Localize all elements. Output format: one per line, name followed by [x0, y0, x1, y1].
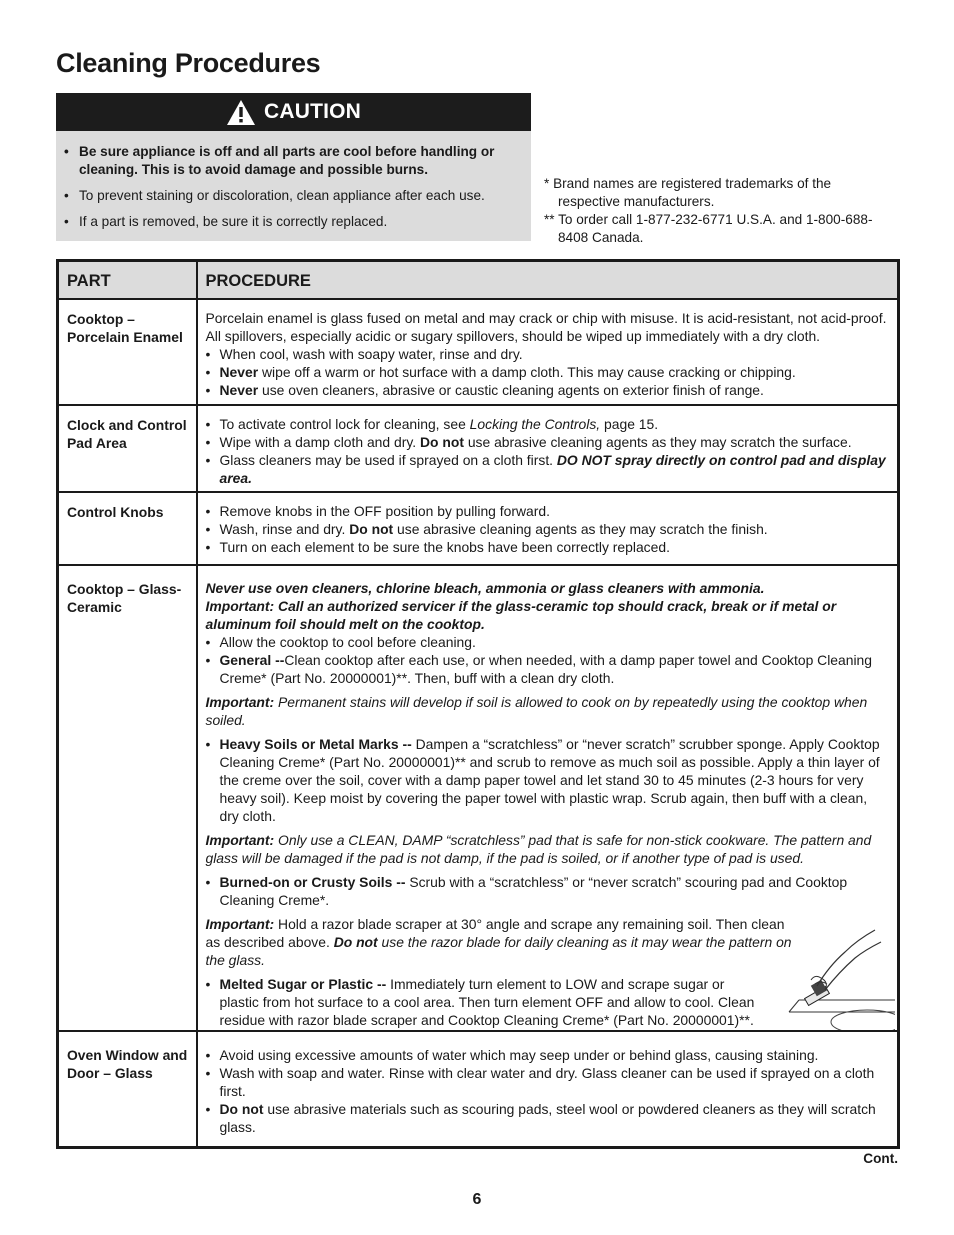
order-note: ** To order call 1-877-232-6771 U.S.A. and 1-800-688-8408 Canada.: [544, 212, 873, 245]
procedure-cell: [197, 1031, 899, 1147]
warning-text: Important: Call an authorized servicer if the glass-ceramic top should crack, break or if metal or aluminum foil should melt on the cooktop.: [205, 598, 837, 632]
caution-item: • To prevent staining or discoloration, clean appliance after each use.: [64, 187, 523, 205]
razor-scraper-illustration: [785, 922, 895, 1030]
list-item: • Heavy Soils or Metal Marks -- Dampen a “scratchless” or “never scratch” scrubber sponge. Apply Cooktop Cleaning Creme* (Part No. 20000001)** and scrub to remove as much soil as possible. Apply a thin layer of the creme over the soil, cover with a damp paper towel and let stand 30 to 45 minutes (2-3 hours for very heavy soil). Keep moist by covering the paper towel with plastic wrap. Scrub again, then buff with a clean, dry cloth.: [206, 735, 889, 825]
table-row: [58, 405, 899, 492]
list-item: • Wipe with a damp cloth and dry. Do not use abrasive cleaning agents as they may scratch the surface.: [206, 433, 889, 451]
part-cell: Control Knobs: [58, 492, 197, 565]
list-item: • Never use oven cleaners, abrasive or caustic cleaning agents on exterior finish of range.: [206, 381, 889, 399]
procedure-column-header: PROCEDURE: [197, 261, 899, 300]
table-header-row: [58, 261, 899, 300]
list-item: • Glass cleaners may be used if sprayed on a cloth first. DO NOT spray directly on control pad and display area.: [206, 451, 889, 487]
procedure-text: Porcelain enamel is glass fused on metal and may crack or chip with misuse. It is acid-resistant, not acid-proof. All spillovers, especially acidic or sugary spillovers, should be wiped up immediately with a dry cloth.: [205, 310, 887, 344]
warning-text: Never use oven cleaners, chlorine bleach, ammonia or glass cleaners with ammonia.: [205, 580, 765, 596]
list-item: • Never wipe off a warm or hot surface with a damp cloth. This may cause cracking or chipping.: [206, 363, 889, 381]
procedure-cell: [197, 565, 899, 1031]
list-item: • Avoid using excessive amounts of water which may seep under or behind glass, causing staining.: [206, 1046, 889, 1064]
table-row: [58, 492, 899, 565]
part-cell: Cooktop – Glass-Ceramic: [58, 565, 197, 1031]
part-cell: Cooktop – Porcelain Enamel: [58, 299, 197, 405]
important-note: Important: Permanent stains will develop if soil is allowed to cook on by repeatedly using the cooktop when soiled.: [205, 694, 868, 728]
important-note: Important: Only use a CLEAN, DAMP “scratchless” pad that is safe for non-stick cookware. The pattern and glass will be damaged if the pad is not damp, if the pad is soiled, or if another type of pad is used.: [205, 832, 872, 866]
table-row: [58, 299, 899, 405]
list-item: • Allow the cooktop to cool before cleaning.: [206, 633, 889, 651]
list-item: • Wash with soap and water. Rinse with clear water and dry. Glass cleaner can be used if sprayed on a cloth first.: [206, 1064, 889, 1100]
list-item: • To activate control lock for cleaning, see Locking the Controls, page 15.: [206, 415, 889, 433]
table-row: [58, 565, 899, 1031]
procedure-list: [206, 633, 889, 687]
table-row: [58, 1031, 899, 1147]
procedure-list: [206, 735, 889, 825]
page-number: 6: [472, 1191, 482, 1208]
procedure-cell: [197, 299, 899, 405]
list-item: • Melted Sugar or Plastic -- Immediately turn element to LOW and scrape sugar or plastic from hot surface to a cool area. Then turn element OFF and allow to cool. Clean residue with razor blade scraper and Cooktop Cleaning Creme* (Part No. 20000001)**.: [206, 975, 767, 1029]
list-item: • Wash, rinse and dry. Do not use abrasive cleaning agents as they may scratch the finish.: [206, 520, 889, 538]
brand-note: * Brand names are registered trademarks of the respective manufacturers.: [544, 176, 832, 209]
list-item: • Do not use abrasive materials such as scouring pads, steel wool or powdered cleaners as they will scratch glass.: [206, 1100, 889, 1136]
list-item: • When cool, wash with soapy water, rinse and dry.: [206, 345, 889, 363]
caution-header: [56, 93, 531, 131]
procedure-list: [206, 873, 889, 909]
list-item: • Remove knobs in the OFF position by pulling forward.: [206, 502, 889, 520]
list-item: • General --Clean cooktop after each use, or when needed, with a damp paper towel and Cooktop Cleaning Creme* (Part No. 20000001)**. Then, buff with a clean dry cloth.: [206, 651, 889, 687]
part-cell: Clock and Control Pad Area: [58, 405, 197, 492]
procedures-table: [56, 259, 900, 1149]
procedure-list: [206, 1046, 889, 1136]
footnotes: [544, 175, 884, 247]
procedure-list: [206, 502, 889, 556]
part-column-header: PART: [58, 261, 197, 300]
warning-triangle-icon: [226, 99, 256, 126]
part-cell: Oven Window and Door – Glass: [58, 1031, 197, 1147]
caution-box: [56, 93, 531, 241]
procedure-cell: [197, 405, 899, 492]
procedure-list: [206, 345, 889, 399]
list-item: • Burned-on or Crusty Soils -- Scrub with a “scratchless” or “never scratch” scouring pad and Cooktop Cleaning Creme*.: [206, 873, 889, 909]
procedure-list: [206, 415, 889, 487]
important-note: Important: Hold a razor blade scraper at 30° angle and scrape any remaining soil. Then clean as described above. Do not use the razor blade for daily cleaning as it may wear the pattern on the glass.: [205, 916, 792, 968]
continued-label: Cont.: [863, 1151, 898, 1166]
caution-list: [56, 131, 531, 231]
page-title: Cleaning Procedures: [56, 48, 321, 78]
caution-item: • Be sure appliance is off and all parts are cool before handling or cleaning. This is to avoid damage and possible burns.: [64, 143, 523, 179]
procedure-cell: [197, 492, 899, 565]
list-item: • Turn on each element to be sure the knobs have been correctly replaced.: [206, 538, 889, 556]
caution-item: • If a part is removed, be sure it is correctly replaced.: [64, 213, 523, 231]
caution-label: CAUTION: [263, 100, 362, 123]
